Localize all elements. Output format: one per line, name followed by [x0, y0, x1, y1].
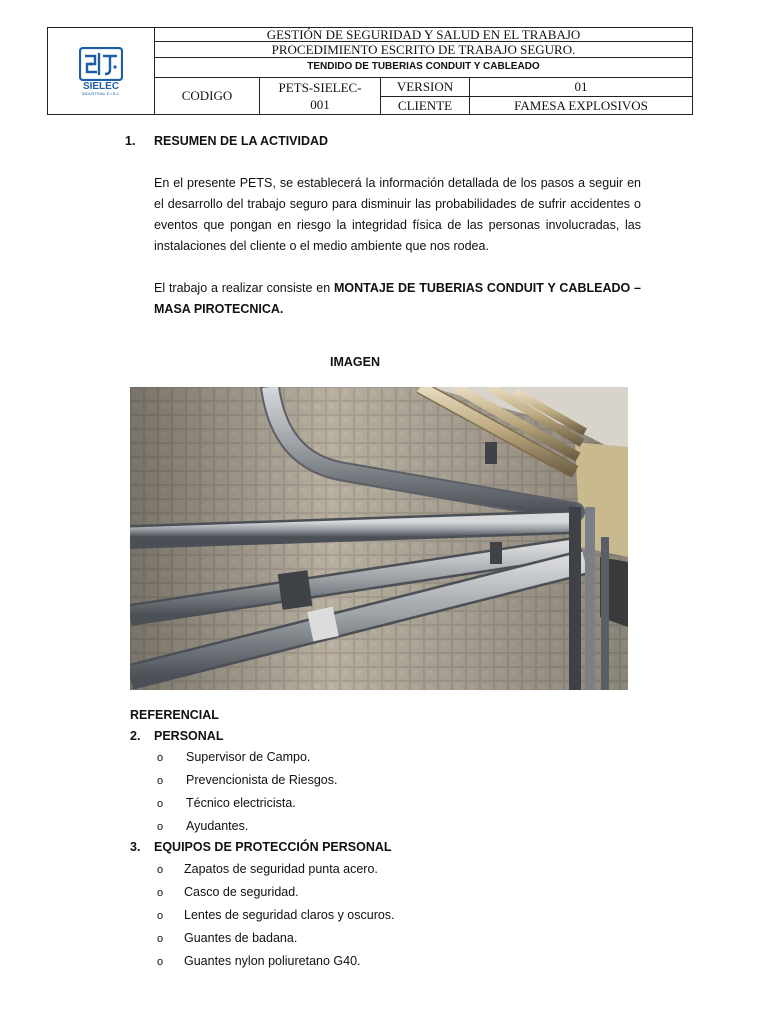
header-line-3: TENDIDO DE TUBERIAS CONDUIT Y CABLEADO — [155, 58, 693, 77]
personal-item: Ayudantes. — [186, 819, 249, 833]
section-1-title: RESUMEN DE LA ACTIVIDAD — [154, 134, 329, 148]
bullet: o — [157, 798, 164, 810]
codigo-value-line-1: PETS-SIELEC- — [278, 79, 362, 95]
section-1-paragraph-2 — [154, 278, 641, 320]
codigo-value-line-2: 001 — [310, 96, 330, 112]
cliente-label: CLIENTE — [381, 96, 470, 114]
ppe-item: Guantes nylon poliuretano G40. — [184, 954, 361, 968]
section-2-title: PERSONAL — [154, 729, 224, 743]
personal-item: Prevencionista de Riesgos. — [186, 773, 338, 787]
section-3-title: EQUIPOS DE PROTECCIÓN PERSONAL — [154, 840, 392, 854]
bullet: o — [157, 775, 164, 787]
codigo-value — [260, 77, 381, 114]
bullet: o — [157, 752, 164, 764]
company-logo — [48, 28, 155, 115]
paragraph-2-prefix: El trabajo a realizar consiste en — [154, 281, 334, 295]
header-line-2: PROCEDIMIENTO ESCRITO DE TRABAJO SEGURO. — [155, 42, 693, 58]
version-value: 01 — [470, 77, 693, 96]
conduit-pipes-photo — [130, 387, 628, 690]
ppe-item: Zapatos de seguridad punta acero. — [184, 862, 378, 876]
logo-subtext: INDUSTRIAL E.I.R.L. — [81, 90, 121, 96]
version-label: VERSION — [381, 77, 470, 96]
ppe-item: Guantes de badana. — [184, 931, 298, 945]
codigo-label: CODIGO — [155, 77, 260, 114]
bullet: o — [157, 956, 164, 968]
sielec-logo-icon — [79, 47, 123, 81]
document-header — [47, 27, 693, 115]
bullet: o — [157, 821, 164, 833]
bullet: o — [157, 910, 164, 922]
section-3-number: 3. — [130, 840, 141, 854]
ppe-item: Lentes de seguridad claros y oscuros. — [184, 908, 395, 922]
cliente-value: FAMESA EXPLOSIVOS — [470, 96, 693, 114]
paragraph-2-activity: MONTAJE DE TUBERIAS CONDUIT Y CABLEADO – MASA PIROTECNICA. — [154, 281, 642, 316]
personal-item: Técnico electricista. — [186, 796, 296, 810]
bullet: o — [157, 933, 164, 945]
image-caption: REFERENCIAL — [130, 708, 219, 722]
header-line-1: GESTIÓN DE SEGURIDAD Y SALUD EN EL TRABAJO — [155, 28, 693, 42]
bullet: o — [157, 887, 164, 899]
logo-name: SIELEC — [82, 80, 120, 92]
section-2-number: 2. — [130, 729, 141, 743]
section-1-number: 1. — [125, 134, 136, 148]
bullet: o — [157, 864, 164, 876]
image-title: IMAGEN — [330, 355, 380, 369]
ppe-item: Casco de seguridad. — [184, 885, 299, 899]
personal-item: Supervisor de Campo. — [186, 750, 311, 764]
section-1-paragraph-1: En el presente PETS, se establecerá la información detallada de los pasos a seguir en el desarrollo del trabajo seguro para disminuir las probabilidades de sufrir accidentes o eventos que pongan en riesgo la integridad física de las personas involucradas, las instalaciones del cliente o el medio ambiente que nos rodea. — [154, 176, 641, 253]
